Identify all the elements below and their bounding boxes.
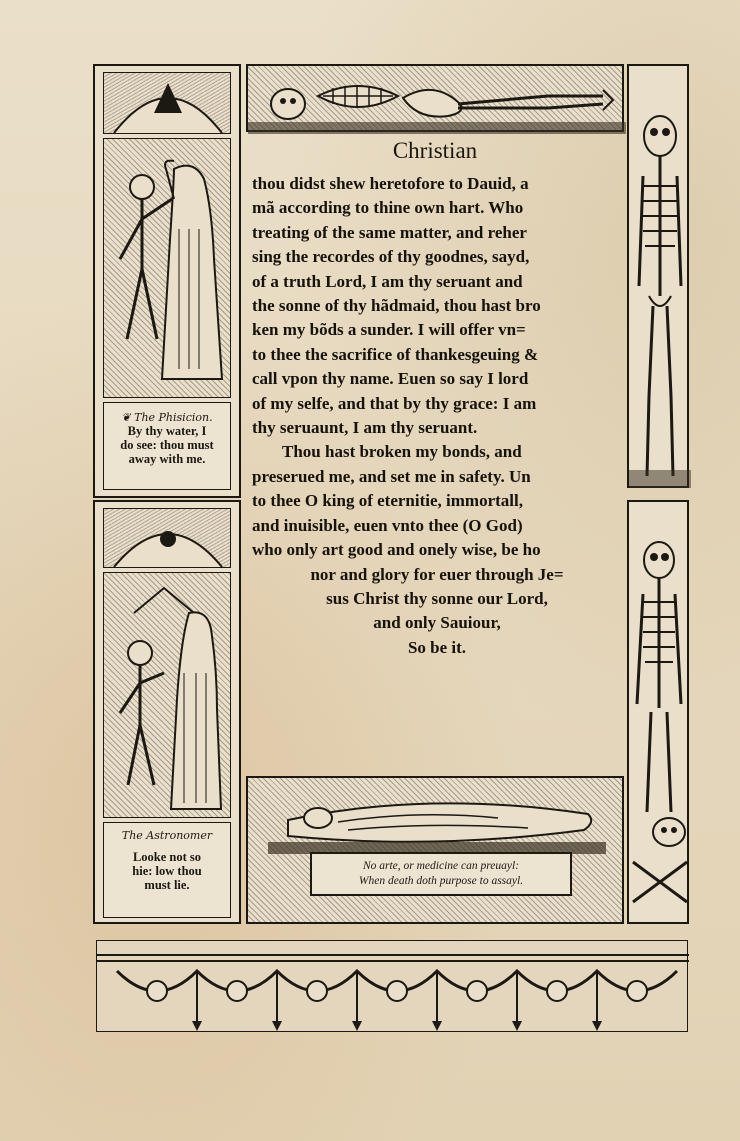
body-line: thy seruaunt, I am thy seruant. (252, 418, 478, 438)
body-line: So be it. (407, 637, 467, 657)
body-line: thou didst shew heretofore to Dauid, a (252, 174, 529, 193)
floral-garland-ornament-icon (97, 941, 689, 1033)
body-line: and inuisible, euen vnto thee (O God) (252, 515, 523, 535)
body-line: and only Sauiour, (373, 613, 501, 633)
body-line: Thou hast broken my bonds, and (282, 442, 522, 462)
body-line: to thee O king of eternitie, immortall, (252, 491, 523, 511)
body-line: treating of the same matter, and reher (252, 222, 527, 242)
body-line: call vpon thy name. Euen so say I lord (252, 369, 529, 389)
body-line: mã according to thine own hart. Who (252, 198, 524, 218)
body-line: sing the recordes of thy goodnes, sayd, (252, 247, 530, 267)
body-line: of my selfe, and that by thy grace: I am (252, 393, 537, 413)
right-lower-woodcut-frame (627, 500, 689, 924)
scroll-line: No arte, or medicine can preuayl: (362, 860, 520, 872)
reclining-skeleton-illustration (248, 66, 626, 134)
body-line: ken my bõds a sunder. I will offer vn= (252, 320, 526, 340)
physician-caption-line: do see: thou must (120, 438, 214, 452)
left-upper-woodcut-frame (93, 64, 241, 498)
body-line: of a truth Lord, I am thy seruant and (252, 271, 523, 291)
body-line: preserued me, and set me in safety. Un (252, 466, 531, 486)
bottom-scroll-inscription (310, 852, 572, 896)
astronomer-caption-box (103, 822, 231, 918)
physician-and-death-illustration (104, 139, 232, 399)
astronomer-caption-line: must lie. (144, 878, 190, 892)
body-text (252, 172, 622, 660)
ornamental-arch (103, 72, 231, 134)
astronomer-caption-line: hie: low thou (132, 864, 202, 878)
right-upper-woodcut-frame (627, 64, 689, 488)
ornamental-arch (103, 508, 231, 568)
physician-caption-box (103, 402, 231, 490)
bottom-woodcut-corpse (246, 776, 624, 924)
body-line: who only art good and onely wise, be ho (252, 540, 541, 560)
page-heading: Christian (392, 138, 478, 163)
skeleton-with-skulls-illustration (629, 502, 691, 926)
body-line: nor and glory for euer through Je= (310, 564, 564, 584)
body-line: sus Christ thy sonne our Lord, (326, 588, 548, 608)
standing-skeleton-illustration (629, 66, 691, 490)
bottom-ornamental-band (96, 940, 688, 1032)
physician-caption-line: away with me. (128, 452, 206, 466)
astronomer-caption-title: The Astronomer (121, 829, 213, 842)
physician-caption-title: ❦ The Phisicion. (121, 411, 213, 424)
body-line: the sonne of thy hãdmaid, thou hast bro (252, 296, 541, 316)
physician-scene (103, 138, 231, 398)
arch-ornament-icon (104, 509, 232, 569)
astronomer-caption-line: Looke not so (132, 850, 202, 864)
arch-ornament-icon (104, 73, 232, 135)
astronomer-and-death-illustration (104, 573, 232, 819)
body-line: to thee the sacrifice of thankesgeuing & (252, 344, 539, 364)
physician-caption-line: By thy water, I (127, 424, 207, 438)
astronomer-scene (103, 572, 231, 818)
left-lower-woodcut-frame (93, 500, 241, 924)
scroll-line: When death doth purpose to assayl. (358, 875, 524, 887)
top-woodcut-skeleton (246, 64, 624, 132)
